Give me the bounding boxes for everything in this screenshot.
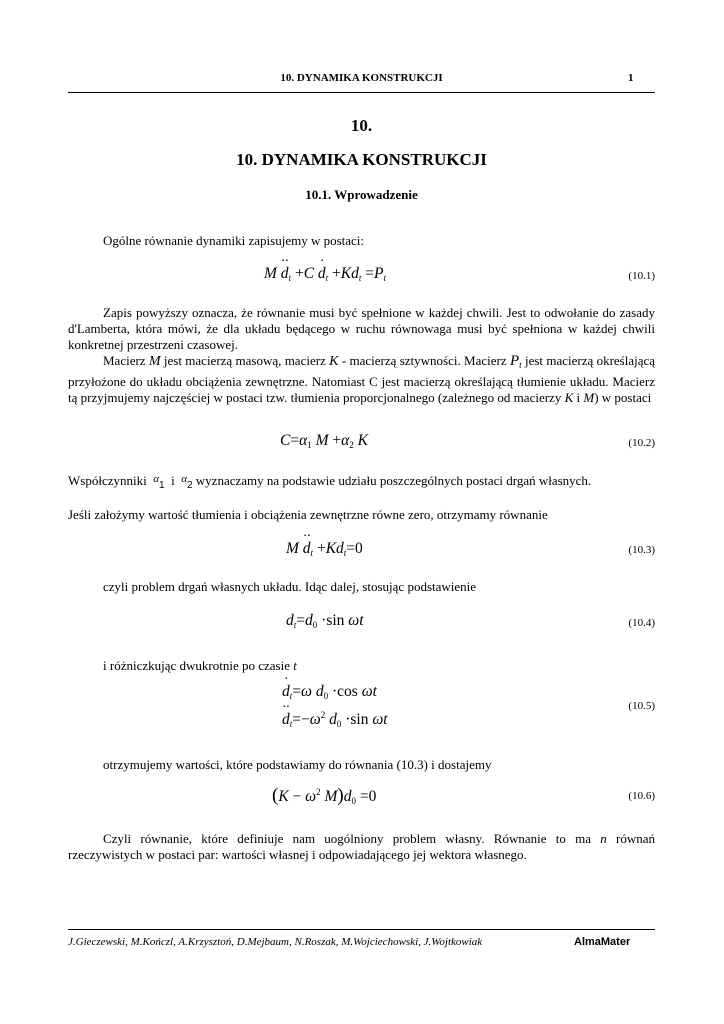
footer-rule — [68, 929, 655, 930]
paragraph-differentiate: i różniczkując dwukrotnie po czasie t — [103, 658, 297, 673]
equation-number-10-4: (10.4) — [628, 617, 655, 629]
chapter-number: 10. — [350, 116, 373, 135]
equation-10-5-velocity: · $d_t=\omega$ $d_0 \cdot\cos$ ωt — [282, 683, 377, 701]
running-header — [68, 72, 655, 84]
equation-number-10-6: (10.6) — [628, 790, 655, 802]
equation-10-2: $C=\alpha_1$ $M +\alpha_2$ K — [280, 432, 369, 450]
equation-number-10-5: (10.5) — [628, 700, 655, 712]
section-title: 10.1. Wprowadzenie — [305, 187, 418, 202]
paragraph-substitute: otrzymujemy wartości, które podstawiamy do równania (10.3) i dostajemy — [103, 757, 492, 772]
paragraph-coefficients: Współczynniki $^\alpha_1$ i $^\alpha_2$ wyznaczamy na podstawie udziału poszczególnych postaci drgań własnych. — [68, 473, 592, 491]
equation-number-10-3: (10.3) — [628, 544, 655, 556]
equation-10-6: ($K - \omega^2$ $M)d_0 =0$ — [272, 785, 377, 806]
page-number: 1 — [628, 72, 634, 84]
equation-number-10-2: (10.2) — [628, 437, 655, 449]
paragraph-dlambert: Zapis powyższy oznacza, że równanie musi być spełnione w każdej chwili. Jest to odwołanie do zasady d'Lamberta, która mówi, że dla układu będącego w ruchu równowaga musi być spełniona w każdej chwili konkretnej przestrzeni czasowej. — [68, 305, 655, 352]
header-rule — [68, 92, 655, 93]
equation-number-10-1: (10.1) — [628, 270, 655, 282]
equation-10-4: $d_t=d_0 \cdot\sin$ ωt — [286, 612, 364, 630]
paragraph-intro: Ogólne równanie dynamiki zapisujemy w postaci: — [103, 233, 365, 248]
chapter-title: 10. DYNAMIKA KONSTRUKCJI — [236, 150, 487, 169]
paragraph-eigen-problem: czyli problem drgań własnych układu. Idąc dalej, stosując podstawienie — [103, 579, 477, 594]
header-title: 10. DYNAMIKA KONSTRUKCJI — [280, 72, 443, 84]
equation-10-5-acceleration: ·· $d_t=-\omega^2$ $d_0 \cdot\sin$ ωt — [282, 710, 388, 729]
paragraph-generalized-eigen: Czyli równanie, które definiuje nam uogólniony problem własny. Równanie to ma n równań rzeczywistych w postaci par: wartości własnej i odpowiadającego jej wektora własnego. — [68, 831, 656, 862]
footer-brand: AlmaMater — [574, 936, 631, 948]
footer-authors: J.Gieczewski, M.Kończl, A.Krzysztoń, D.Mejbaum, N.Roszak, M.Wojciechowski, J.Wojtkowiak — [68, 936, 483, 948]
equation-10-1: $M \cdot\cdot d_t +C \cdot d_t +Kd_t =P_t$ — [264, 265, 386, 283]
equation-10-3: $M \cdot\cdot d_t +Kd_t=0$ — [286, 540, 363, 558]
paragraph-matrices: Macierz M jest macierzą masową, macierz K - macierzą sztywności. Macierz $P_t$ jest macierzą określającą przyłożone do układu obciążenia zewnętrzne. Natomiast C jest macierzą określającą tłumienie układu. Macierz tą przyjmujemy najczęściej w postaci tzw. tłumienia proporcjonalnego (zależnego od macierzy K i M) w postaci — [68, 353, 656, 405]
paragraph-zero-damping: Jeśli założymy wartość tłumienia i obciążenia zewnętrzne równe zero, otrzymamy równanie — [68, 507, 548, 522]
